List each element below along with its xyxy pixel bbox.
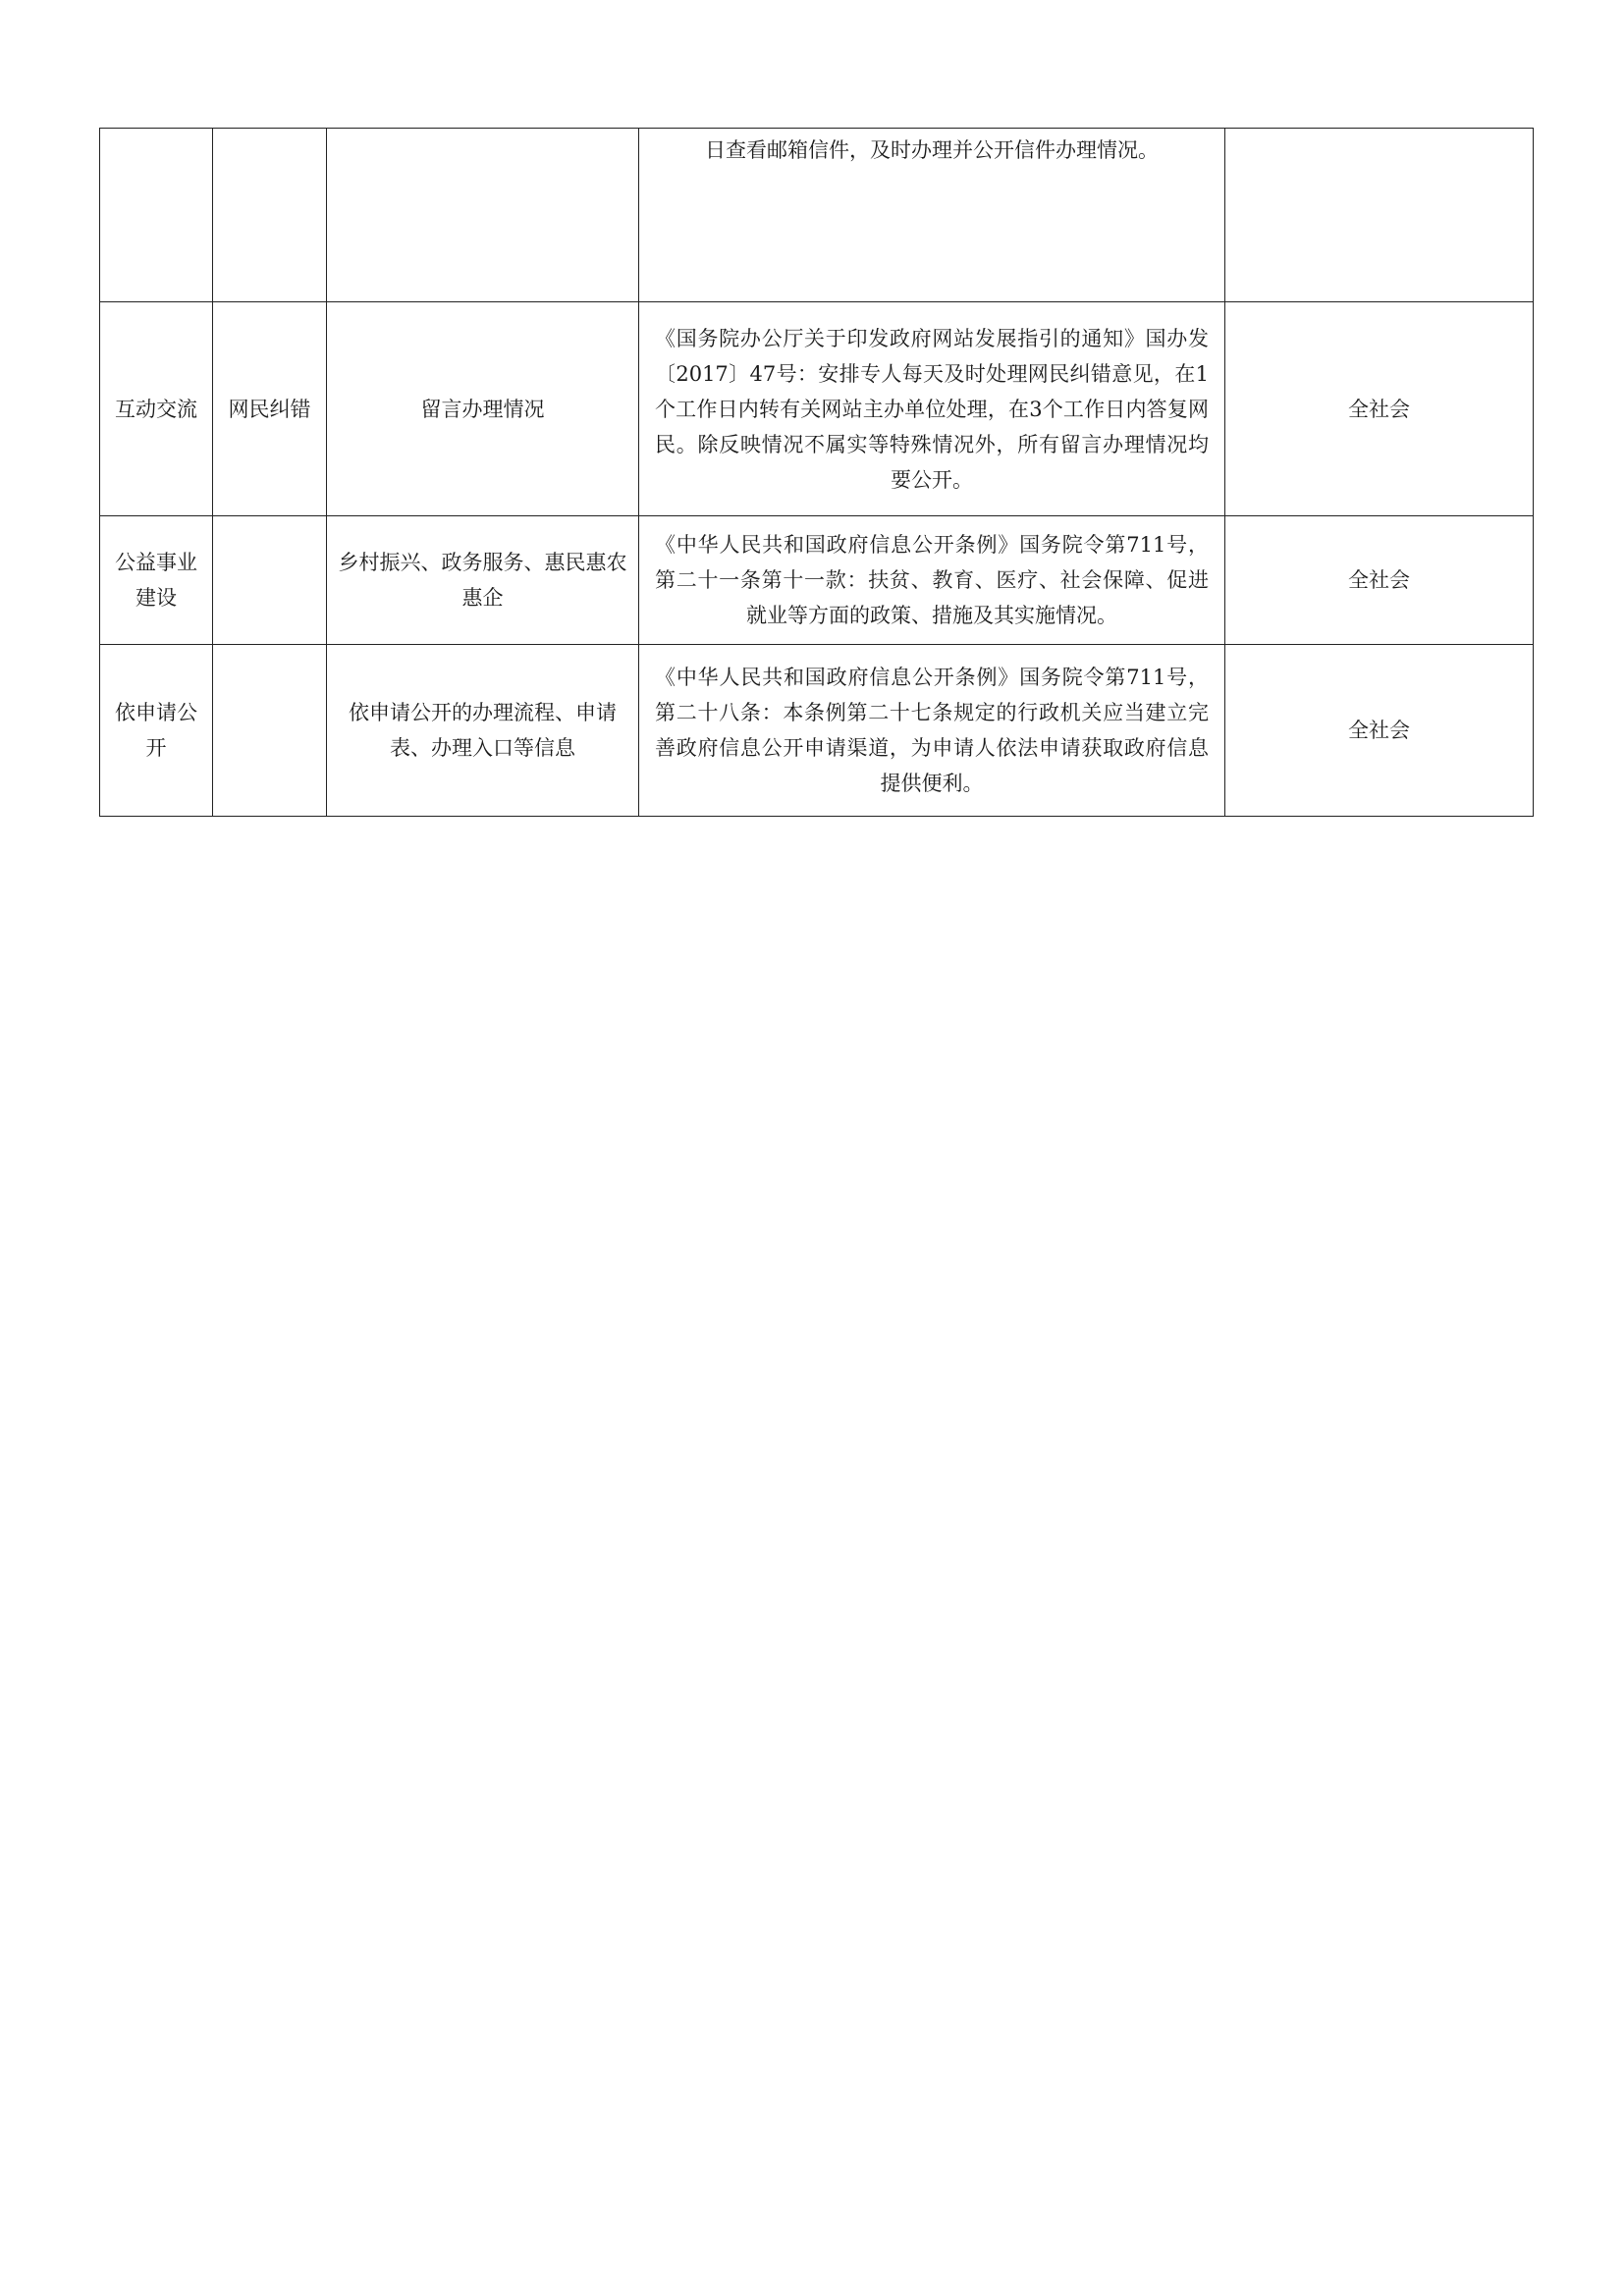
content-cell: 依申请公开的办理流程、申请表、办理入口等信息: [327, 645, 639, 817]
category-cell: 依申请公开: [100, 645, 213, 817]
subcategory-cell: [213, 645, 327, 817]
subcategory-cell: [213, 129, 327, 302]
disclosure-table: [99, 128, 1534, 817]
table-row: [100, 645, 1534, 817]
table-row: [100, 302, 1534, 516]
content-cell: [327, 129, 639, 302]
audience-cell: 全社会: [1225, 645, 1534, 817]
basis-cell: 日查看邮箱信件，及时办理并公开信件办理情况。: [639, 129, 1225, 302]
basis-cell: 《中华人民共和国政府信息公开条例》国务院令第711号，第二十八条：本条例第二十七条规定的行政机关应当建立完善政府信息公开申请渠道，为申请人依法申请获取政府信息提供便利。: [639, 645, 1225, 817]
subcategory-cell: [213, 516, 327, 645]
table-row: [100, 129, 1534, 302]
basis-cell: 《中华人民共和国政府信息公开条例》国务院令第711号，第二十一条第十一款：扶贫、教育、医疗、社会保障、促进就业等方面的政策、措施及其实施情况。: [639, 516, 1225, 645]
audience-cell: [1225, 129, 1534, 302]
category-cell: 互动交流: [100, 302, 213, 516]
table-row: [100, 516, 1534, 645]
audience-cell: 全社会: [1225, 516, 1534, 645]
content-cell: 乡村振兴、政务服务、惠民惠农惠企: [327, 516, 639, 645]
category-cell: 公益事业建设: [100, 516, 213, 645]
basis-cell: 《国务院办公厅关于印发政府网站发展指引的通知》国办发〔2017〕47号：安排专人每天及时处理网民纠错意见，在1个工作日内转有关网站主办单位处理，在3个工作日内答复网民。除反映情况不属实等特殊情况外，所有留言办理情况均要公开。: [639, 302, 1225, 516]
audience-cell: 全社会: [1225, 302, 1534, 516]
content-cell: 留言办理情况: [327, 302, 639, 516]
category-cell: [100, 129, 213, 302]
subcategory-cell: 网民纠错: [213, 302, 327, 516]
